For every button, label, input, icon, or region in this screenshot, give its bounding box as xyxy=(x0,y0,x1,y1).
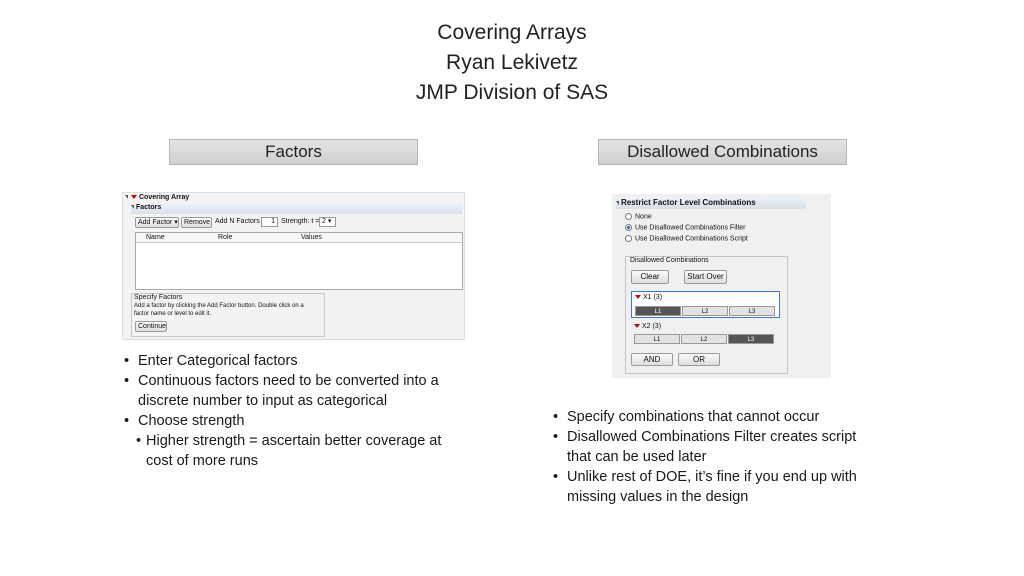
x1-label-row xyxy=(634,294,662,301)
factors-outline[interactable] xyxy=(131,204,462,214)
bullet-continuation: discrete number to input as categorical xyxy=(138,393,388,409)
continue-button[interactable]: Continue xyxy=(135,321,167,332)
strength-label: Strength: t = xyxy=(281,218,320,225)
outline-title: Covering Array xyxy=(139,194,190,201)
red-triangle-menu-icon[interactable] xyxy=(635,295,641,299)
restrict-outline[interactable] xyxy=(616,197,806,209)
strength-value: 2 xyxy=(322,218,326,225)
title-line-2: Ryan Lekivetz xyxy=(446,51,578,74)
column-values: Values xyxy=(301,234,322,241)
remove-button[interactable]: Remove xyxy=(181,217,212,228)
x2-level-l1[interactable]: L1 xyxy=(634,334,680,344)
or-button[interactable]: OR xyxy=(678,353,720,366)
radio-script-icon[interactable] xyxy=(625,235,632,242)
bullet-item: • Enter Categorical factors xyxy=(124,353,298,369)
bullet-continuation: missing values in the design xyxy=(567,489,749,505)
x2-label: X2 (3) xyxy=(642,323,662,330)
specify-factors-text-2: factor name or level to edit it. xyxy=(134,311,212,317)
radio-none-icon[interactable] xyxy=(625,213,632,220)
x1-factor-box[interactable] xyxy=(631,291,780,318)
column-role: Role xyxy=(218,234,233,241)
specify-factors-group xyxy=(131,293,325,337)
add-factor-button[interactable] xyxy=(135,217,179,228)
radio-none[interactable] xyxy=(625,213,652,220)
covering-array-panel xyxy=(122,192,465,340)
red-triangle-menu-icon[interactable] xyxy=(634,324,640,328)
specify-factors-title: Specify Factors xyxy=(134,294,183,301)
add-factor-label: Add Factor xyxy=(138,219,173,226)
restrict-factor-level-panel xyxy=(612,194,831,378)
title-line-1: Covering Arrays xyxy=(437,21,587,44)
red-triangle-menu-icon[interactable] xyxy=(131,195,137,199)
bullet-item: • Unlike rest of DOE, it’s fine if you end up with xyxy=(553,469,857,485)
and-button[interactable]: AND xyxy=(631,353,673,366)
add-n-factors-input[interactable]: 1 xyxy=(261,217,278,227)
collapse-icon[interactable] xyxy=(131,205,134,209)
x1-level-l2[interactable]: L2 xyxy=(682,306,728,316)
start-over-button[interactable]: Start Over xyxy=(684,270,727,284)
x1-level-l3[interactable]: L3 xyxy=(729,306,775,316)
radio-selected-icon[interactable] xyxy=(625,224,632,231)
column-name: Name xyxy=(146,234,165,241)
x1-label: X1 (3) xyxy=(643,294,663,301)
collapse-icon[interactable] xyxy=(125,195,128,199)
radio-filter-label: Use Disallowed Combinations Filter xyxy=(635,224,746,232)
disallowed-bullets xyxy=(553,407,857,507)
restrict-outline-title: Restrict Factor Level Combinations xyxy=(621,198,756,207)
factors-table-header xyxy=(136,233,462,243)
disallowed-combinations-header: Disallowed Combinations xyxy=(598,139,847,165)
sub-bullet-item: • Higher strength = ascertain better coverage at xyxy=(136,433,442,449)
slide-title xyxy=(0,18,1024,108)
bullet-continuation: that can be used later xyxy=(567,449,707,465)
radio-script-label: Use Disallowed Combinations Script xyxy=(635,235,748,243)
x2-level-l2[interactable]: L2 xyxy=(681,334,727,344)
radio-use-script[interactable] xyxy=(625,235,748,242)
add-n-factors-label: Add N Factors xyxy=(215,218,260,225)
x1-level-l1[interactable]: L1 xyxy=(635,306,681,316)
radio-use-filter[interactable] xyxy=(625,224,746,231)
x2-factor-box[interactable] xyxy=(631,322,780,346)
factors-table[interactable] xyxy=(135,232,463,290)
strength-select[interactable] xyxy=(319,217,336,227)
dropdown-arrow-icon: ▾ xyxy=(327,218,332,225)
bullet-item: • Disallowed Combinations Filter creates script xyxy=(553,429,857,445)
dropdown-arrow-icon: ▾ xyxy=(174,219,178,226)
bullet-item: • Continuous factors need to be converted into a xyxy=(124,373,439,389)
radio-none-label: None xyxy=(635,213,652,221)
title-line-3: JMP Division of SAS xyxy=(415,81,609,104)
factors-bullets xyxy=(124,351,441,471)
disallowed-combinations-group xyxy=(625,256,788,374)
bullet-item: • Specify combinations that cannot occur xyxy=(553,409,820,425)
factors-outline-title: Factors xyxy=(136,204,162,211)
group-title: Disallowed Combinations xyxy=(630,257,709,264)
specify-factors-text-1: Add a factor by clicking the Add Factor button. Double click on a xyxy=(134,303,304,309)
bullet-item: • Choose strength xyxy=(124,413,245,429)
sub-bullet-continuation: cost of more runs xyxy=(146,453,259,469)
covering-array-outline[interactable] xyxy=(125,194,189,201)
factors-header: Factors xyxy=(169,139,418,165)
collapse-icon[interactable] xyxy=(616,201,619,205)
clear-button[interactable]: Clear xyxy=(631,270,669,284)
x2-level-l3[interactable]: L3 xyxy=(728,334,774,344)
x2-label-row xyxy=(633,323,661,330)
